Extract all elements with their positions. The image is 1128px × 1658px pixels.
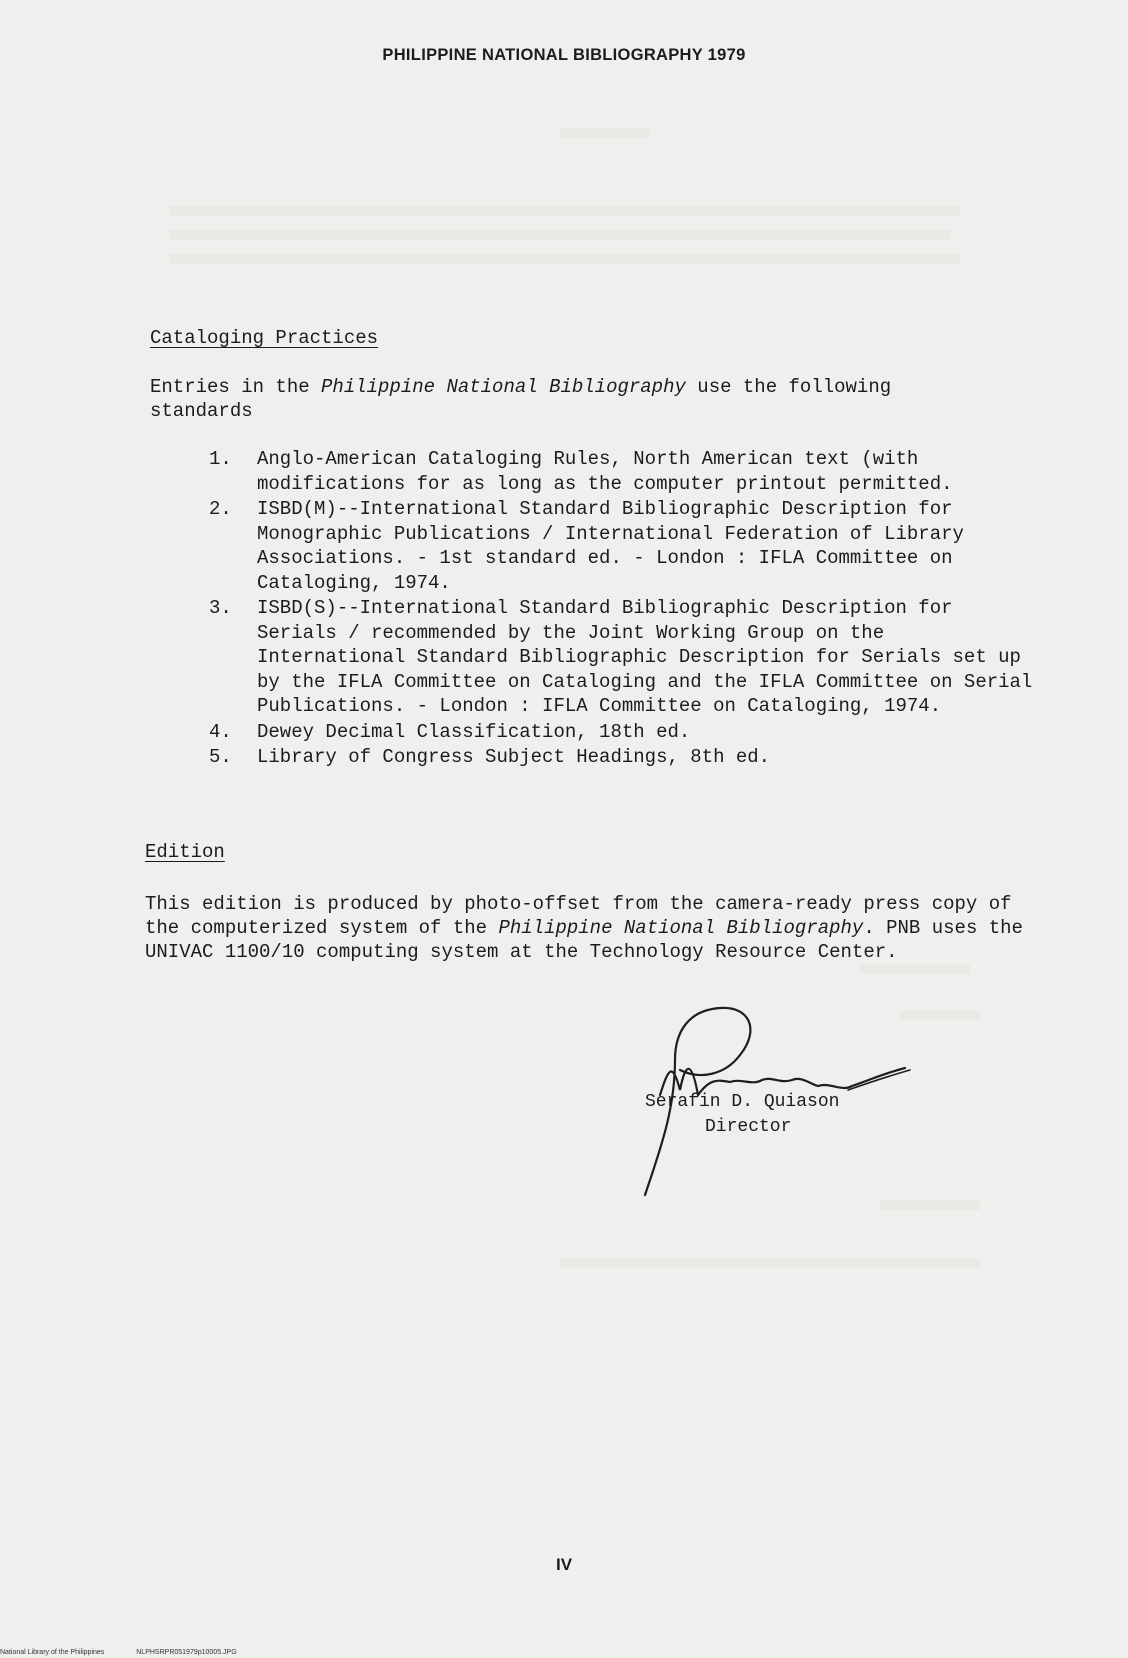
file-name: NLPHSRPR051979p10005.JPG <box>136 1649 237 1656</box>
list-item: 2. ISBD(M)--International Standard Bibliographic Description for Monographic Publications / International Federation of Library Associations. - 1st standard ed. - London : IFLA Committee on Cataloging, 1974. <box>209 498 964 594</box>
list-item: 1. Anglo-American Cataloging Rules, North American text (with modifications for as long as the computer printout permitted. <box>209 448 953 495</box>
signatory-title: Director <box>705 1117 792 1137</box>
publication-title: Philippine National Bibliography <box>321 376 686 398</box>
publication-title: Philippine National Bibliography <box>498 917 864 939</box>
page-number: IV <box>555 1555 573 1574</box>
running-title: PHILIPPINE NATIONAL BIBLIOGRAPHY 1979 <box>382 46 746 64</box>
edition-text: This edition is produced by photo-offset from the camera-ready press copy of the computerized system of the Philippine National Bibliography. PNB uses the UNIVAC 1100/10 computing system at the Technology Resource Center. <box>145 893 1023 963</box>
signatory-name: Serafin D. Quiason <box>645 1092 840 1112</box>
library-name: National Library of the Philippines <box>0 1649 105 1656</box>
list-item: 5. Library of Congress Subject Headings, 8th ed. <box>209 746 771 768</box>
cataloging-intro: Entries in the Philippine National Bibliography use the following standards <box>150 376 892 422</box>
list-item: 3. ISBD(S)--International Standard Bibliographic Description for Serials / recommended by the Joint Working Group on the International Standard Bibliographic Description for Serials set up by the IFLA Committee on Cataloging and the IFLA Committee on Serial Publications. - London : IFLA Committee on Cataloging, 1974. <box>209 597 1033 717</box>
list-item: 4. Dewey Decimal Classification, 18th ed. <box>209 720 691 743</box>
standards-list <box>205 447 1035 771</box>
edition-heading: Edition <box>145 841 225 863</box>
cataloging-practices-heading: Cataloging Practices <box>150 327 379 349</box>
scan-footer <box>0 1649 267 1656</box>
